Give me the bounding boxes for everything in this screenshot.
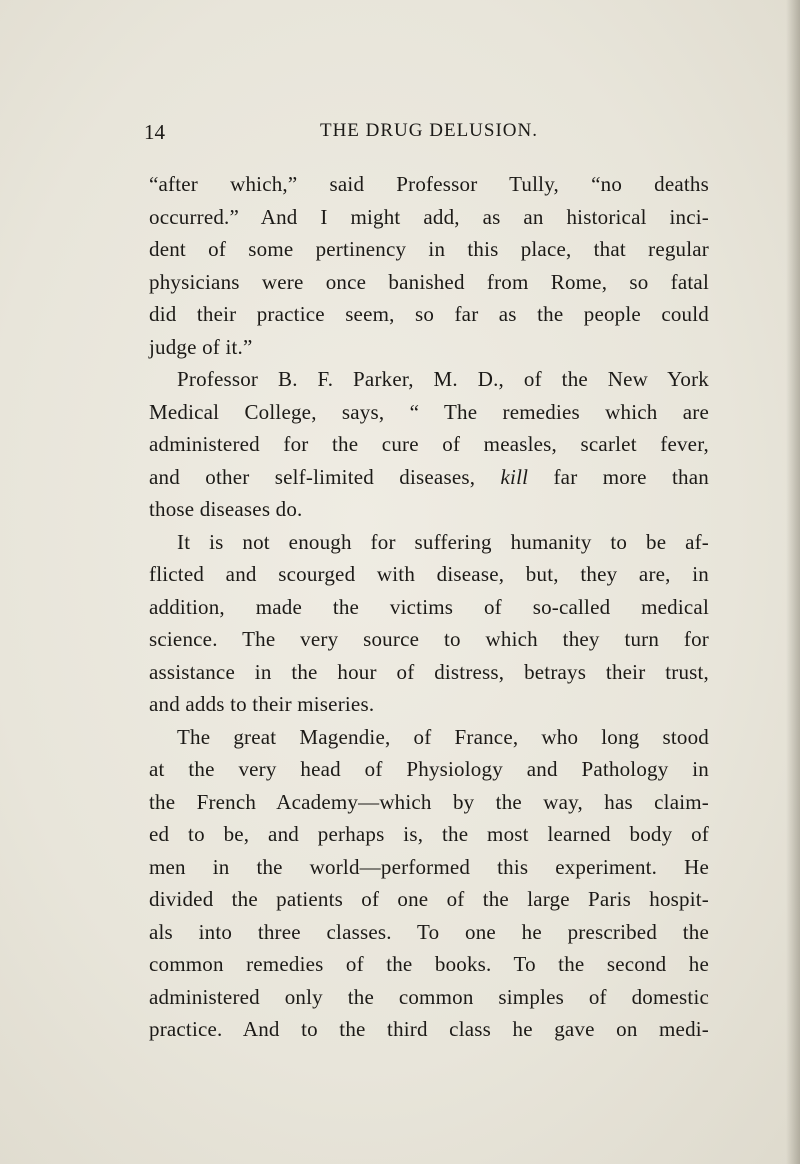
text-line: als into three classes. To one he prescribed the [149,919,709,944]
text-line: divided the patients of one of the large Paris hospit- [149,887,709,911]
italic-emphasis: kill [500,464,529,489]
text-line: judge of it.” [149,334,253,359]
text-line: “after which,” said Professor Tully, “no deaths [149,172,709,196]
text-line: administered for the cure of measles, scarlet fever, [149,432,709,456]
body-text [149,168,709,1046]
text-line: occurred.” And I might add, as an historical inci- [149,204,709,229]
page-number: 14 [144,120,165,144]
text-line: The great Magendie, of France, who long stood [177,724,709,749]
page-header [144,120,684,150]
text-segment: and other self-limited diseases, [149,464,476,489]
text-line: and adds to their miseries. [149,692,375,716]
text-line: It is not enough for suffering humanity to be af- [177,529,709,554]
text-line: dent of some pertinency in this place, that regular [149,237,709,261]
text-line: practice. And to the third class he gave on medi- [149,1017,709,1041]
text-line: common remedies of the books. To the second he [149,952,709,976]
text-line: administered only the common simples of domestic [149,984,709,1009]
text-line: the French Academy—which by the way, has claim- [149,789,709,814]
text-segment: far more than [553,464,709,489]
text-line-with-italic [149,461,709,494]
text-line: those diseases do. [149,497,303,521]
text-line: addition, made the victims of so-called medical [149,594,709,619]
text-line: Professor B. F. Parker, M. D., of the New York [177,367,709,391]
text-line: flicted and scourged with disease, but, they are, in [149,562,709,586]
text-line: physicians were once banished from Rome, so fatal [149,269,709,294]
text-line: did their practice seem, so far as the people could [149,302,709,326]
text-line: assistance in the hour of distress, betrays their trust, [149,659,709,684]
running-head: THE DRUG DELUSION. [319,120,538,141]
text-line: men in the world—performed this experiment. He [149,854,709,879]
text-line: at the very head of Physiology and Pathology in [149,757,709,781]
text-line: science. The very source to which they turn for [149,627,709,651]
page-edge-shadow [786,0,800,1164]
text-line: Medical College, says, “ The remedies which are [149,399,709,424]
text-line: ed to be, and perhaps is, the most learned body of [149,822,709,846]
